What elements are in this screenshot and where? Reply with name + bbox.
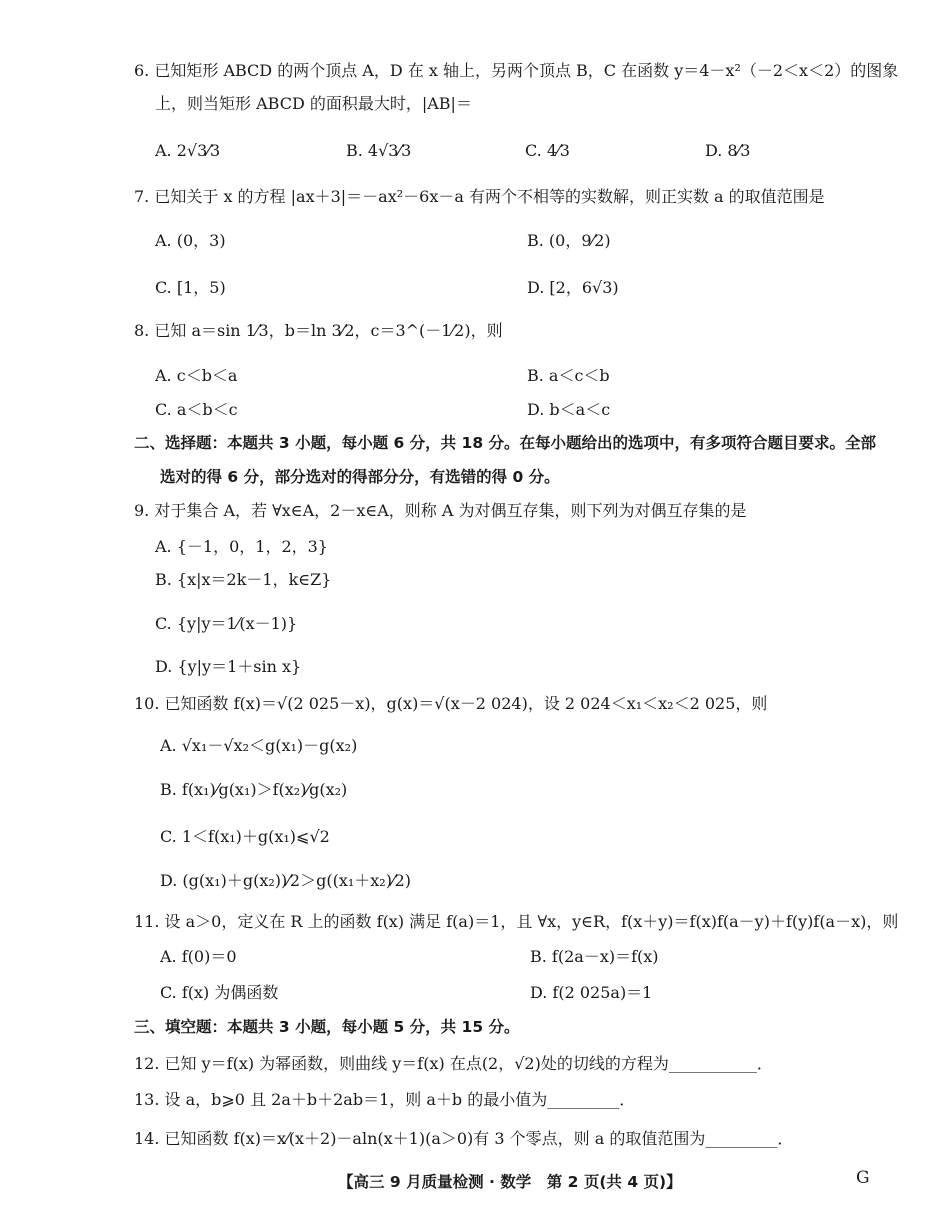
page-footer: 【高三 9 月质量检测 · 数学 第 2 页(共 4 页)】 [338, 1173, 682, 1191]
q6-stem-line1: 6. 已知矩形 ABCD 的两个顶点 A，D 在 x 轴上，另两个顶点 B，C 在函数 y＝4－x²（－2＜x＜2）的图象 [134, 61, 899, 80]
q10-option-d: D. (g(x₁)＋g(x₂))⁄2＞g((x₁＋x₂)⁄2) [160, 871, 412, 890]
q8-option-c: C. a＜b＜c [155, 400, 238, 419]
q9-option-d: D. {y|y＝1＋sin x} [155, 657, 302, 676]
q10-option-b: B. f(x₁)⁄g(x₁)＞f(x₂)⁄g(x₂) [160, 780, 348, 799]
q8-stem: 8. 已知 a＝sin 1⁄3，b＝ln 3⁄2，c＝3^(－1⁄2)，则 [134, 321, 503, 340]
q10-option-c: C. 1＜f(x₁)＋g(x₁)⩽√2 [160, 827, 330, 846]
q10-option-a: A. √x₁－√x₂＜g(x₁)－g(x₂) [160, 736, 358, 755]
q14-stem: 14. 已知函数 f(x)＝x⁄(x＋2)－aln(x＋1)(a＞0)有 3 个零点，则 a 的取值范围为_________． [134, 1129, 794, 1148]
q7-option-b: B. (0，9⁄2) [527, 231, 611, 250]
q7-option-d: D. [2，6√3) [527, 278, 619, 297]
q9-option-b: B. {x|x＝2k－1，k∈Z} [155, 570, 332, 589]
section2-heading-line2: 选对的得 6 分，部分选对的得部分分，有选错的得 0 分。 [160, 468, 560, 486]
q6-option-b: B. 4√3⁄3 [346, 141, 412, 160]
q9-stem: 9. 对于集合 A，若 ∀x∈A，2－x∈A，则称 A 为对偶互存集，则下列为对偶互存集的是 [134, 501, 747, 520]
q10-stem: 10. 已知函数 f(x)＝√(2 025－x)，g(x)＝√(x－2 024)，设 2 024＜x₁＜x₂＜2 025，则 [134, 694, 768, 713]
q11-stem: 11. 设 a＞0，定义在 R 上的函数 f(x) 满足 f(a)＝1，且 ∀x，y∈R，f(x＋y)＝f(x)f(a－y)＋f(y)f(a－x)，则 [134, 912, 899, 931]
section2-heading-line1: 二、选择题：本题共 3 小题，每小题 6 分，共 18 分。在每小题给出的选项中，有多项符合题目要求。全部 [134, 434, 877, 452]
q7-option-a: A. (0，3) [155, 231, 226, 250]
q6-stem-line2: 上，则当矩形 ABCD 的面积最大时，|AB|＝ [155, 94, 472, 113]
q6-option-d: D. 8⁄3 [705, 141, 751, 160]
section3-heading: 三、填空题：本题共 3 小题，每小题 5 分，共 15 分。 [134, 1018, 520, 1036]
q6-option-a: A. 2√3⁄3 [155, 141, 221, 160]
q11-option-b: B. f(2a－x)＝f(x) [530, 947, 659, 966]
q11-option-d: D. f(2 025a)＝1 [530, 983, 653, 1002]
q9-option-a: A. {－1，0，1，2，3} [155, 537, 328, 556]
corner-mark: G [856, 1168, 870, 1188]
q11-option-c: C. f(x) 为偶函数 [160, 983, 279, 1002]
q9-option-c: C. {y|y＝1⁄(x－1)} [155, 614, 298, 633]
q12-stem: 12. 已知 y＝f(x) 为幂函数，则曲线 y＝f(x) 在点(2，√2)处的切线的方程为___________． [134, 1054, 773, 1073]
q7-option-c: C. [1，5) [155, 278, 226, 297]
q11-option-a: A. f(0)＝0 [160, 947, 237, 966]
q13-stem: 13. 设 a，b⩾0 且 2a＋b＋2ab＝1，则 a＋b 的最小值为_________． [134, 1090, 636, 1109]
q8-option-b: B. a＜c＜b [527, 366, 610, 385]
q6-option-c: C. 4⁄3 [525, 141, 570, 160]
q8-option-d: D. b＜a＜c [527, 400, 611, 419]
q8-option-a: A. c＜b＜a [155, 366, 238, 385]
q7-stem: 7. 已知关于 x 的方程 |ax＋3|＝－ax²－6x－a 有两个不相等的实数解，则正实数 a 的取值范围是 [134, 187, 825, 206]
